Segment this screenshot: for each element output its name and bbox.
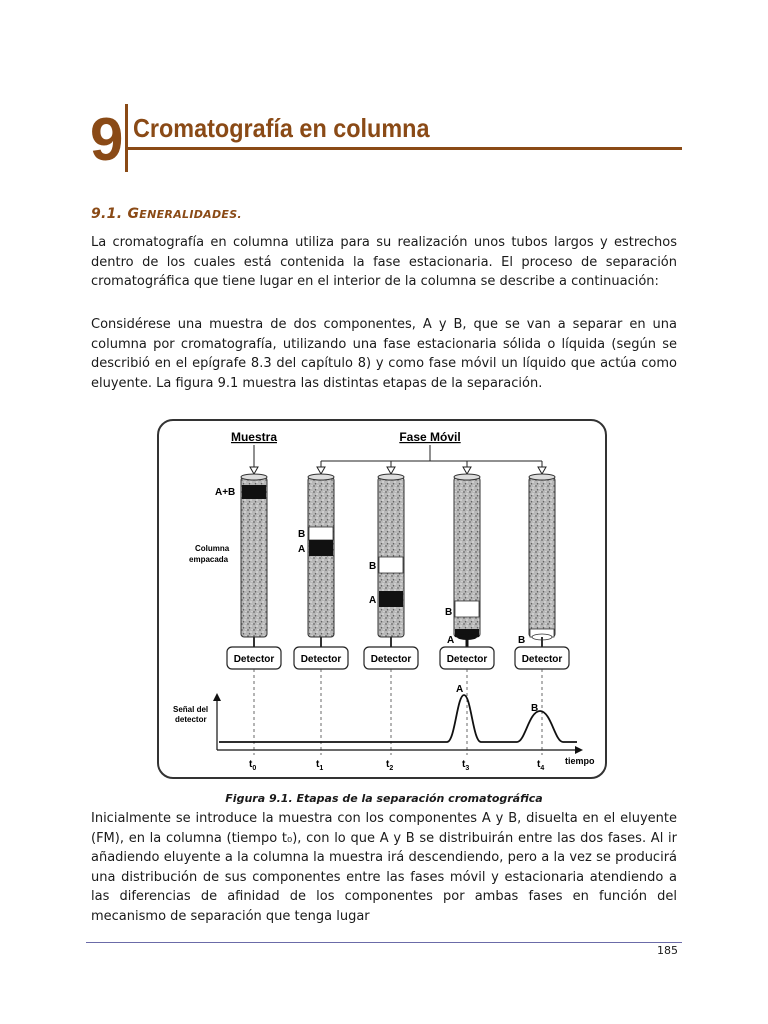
fase-movil-label: Fase Móvil <box>399 430 461 444</box>
detector-t2 <box>364 647 418 669</box>
peak-a-label: A <box>456 684 464 695</box>
detector-label: Detector <box>446 654 488 665</box>
detector-t0 <box>227 647 281 669</box>
band-a-label: A <box>447 635 455 646</box>
detector-t4 <box>515 647 569 669</box>
chromatography-figure <box>157 419 607 779</box>
chapter-horizontal-rule <box>127 147 682 150</box>
section-heading <box>91 206 242 222</box>
page-number: 185 <box>657 944 678 957</box>
peak-b-label: B <box>531 703 539 714</box>
paragraph-text: La cromatografía en columna utiliza para su realización unos tubos largos y estrechos dentro de los cuales está contenida la fase estacionaria. El proceso de separación cromatográfica que tiene lugar en el interior de la columna se describe a continuación: <box>91 235 677 289</box>
time-tick-t1: $t_1$ <box>316 759 324 772</box>
detector-label: Detector <box>521 654 563 665</box>
band-b-label: B <box>369 561 377 572</box>
xlabel: tiempo <box>565 756 595 766</box>
detector-label: Detector <box>233 654 275 665</box>
time-tick-t4: $t_4$ <box>537 759 545 772</box>
detector-t3 <box>440 647 494 669</box>
column-t0 <box>241 474 267 647</box>
empacada-label: empacada <box>189 555 229 564</box>
band-b-label: B <box>298 529 306 540</box>
detector-label: Detector <box>370 654 412 665</box>
time-tick-t3: $t_3$ <box>462 759 470 772</box>
paragraph-process <box>91 809 677 926</box>
paragraph-text: Considérese una muestra de dos componentes, A y B, que se van a separar en una columna por cromatografía, utilizando una fase estacionaria sólida o líquida (según se describió en el epígrafe 8.3 del capítulo 8) y como fase móvil un líquido que actúa como eluyente. La figura 9.1 muestra las distintas etapas de la separación. <box>91 317 677 391</box>
chromatogram-trace <box>219 695 577 742</box>
time-tick-t0: $t_0$ <box>249 759 257 772</box>
paragraph-text: Inicialmente se introduce la muestra con los componentes A y B, disuelta en el eluyente (FM), en la columna (tiempo t₀), con lo que A y B se distribuirán entre las dos fases. Al ir añadiendo eluyente a la columna la muestra irá descendiendo, pero a la vez se producirá una distribución de sus componentes entre las fases móvil y estacionaria atendiendo a las diferencias de afinidad de los componentes por ambas fases en función del mecanismo de separación que tenga lugar <box>91 811 677 924</box>
chapter-number: 9 <box>90 106 124 173</box>
section-heading-text: 9.1. GENERALIDADES. <box>91 206 242 222</box>
column-t1 <box>308 474 334 647</box>
columna-label: Columna <box>195 544 230 553</box>
column-t4 <box>529 474 555 647</box>
sample-label: A+B <box>215 487 236 498</box>
band-a-label: A <box>369 595 377 606</box>
paragraph-sample <box>91 315 677 393</box>
chapter-title: Cromatografía en columna <box>133 113 430 143</box>
detector-t1 <box>294 647 348 669</box>
column-t2 <box>378 474 404 647</box>
ylabel-line2: detector <box>175 715 207 724</box>
figure-caption: Figura 9.1. Etapas de la separación cromatográfica <box>225 792 543 805</box>
band-b-label: B <box>445 607 453 618</box>
band-b-label: B <box>518 635 526 646</box>
ylabel-line1: Señal del <box>173 705 209 714</box>
paragraph-intro <box>91 233 677 292</box>
column-t3 <box>454 474 480 647</box>
band-a-label: A <box>298 544 306 555</box>
muestra-label: Muestra <box>230 430 278 444</box>
time-tick-t2: $t_2$ <box>386 759 394 772</box>
footer-rule <box>86 942 682 943</box>
chapter-vertical-rule <box>125 104 128 172</box>
detector-label: Detector <box>300 654 342 665</box>
